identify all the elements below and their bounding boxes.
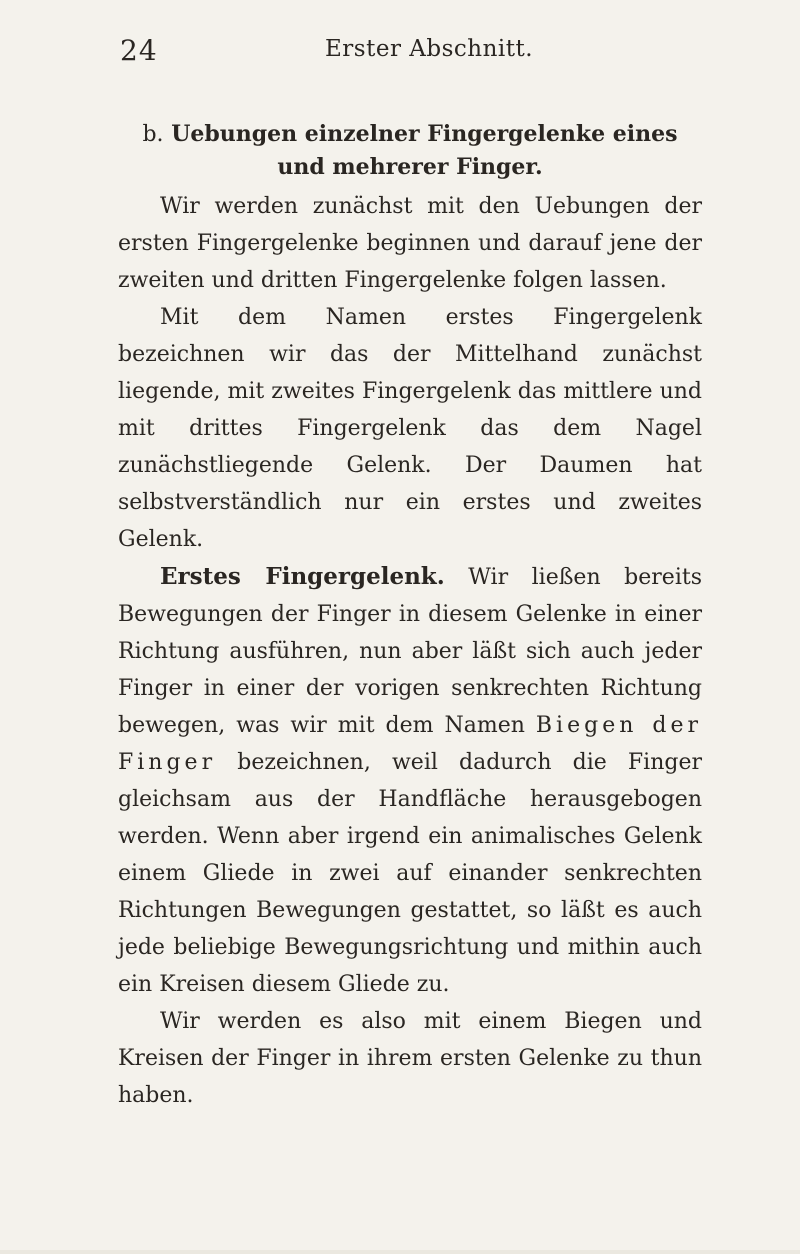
paragraph-1: Wir werden zunächst mit den Uebungen der ersten Fingergelenke beginnen und darauf jene der zweiten und dritten Fingergelenke folgen lassen. [118,194,702,293]
section-heading [118,118,702,184]
section-label: b. [142,122,164,147]
page-bottom-edge [0,1250,800,1254]
run-in-heading: Erstes Fingergelenk. [160,563,445,590]
paragraph-3-text-b: bezeichnen, weil dadurch die Finger gleichsam aus der Handfläche herausgebogen werden. Wenn aber irgend ein animalisches Gelenk einem Gliede in zwei auf einander senkrechten Richtungen Bewegungen gestattet, so läßt es auch jede beliebige Bewegungsrichtung und mithin auch ein Kreisen diesem Gliede zu. [118,750,702,997]
paragraph-3-text-a: Wir ließen bereits Bewegungen der Finger in diesem Gelenke in einer Richtung ausführen, nun aber läßt sich auch jeder Finger in einer der vorigen senkrechten Richtung bewegen, was wir mit dem Namen [118,565,702,738]
paragraph-2: Mit dem Namen erstes Fingergelenk bezeichnen wir das der Mittelhand zunächst liegende, mit zweites Fingergelenk das mittlere und mit drittes Fingergelenk das dem Nagel zunächstliegende Gelenk. Der Daumen hat selbstverständlich nur ein erstes und zweites Gelenk. [118,305,702,552]
page-header [120,34,680,74]
paragraph-4: Wir werden es also mit einem Biegen und Kreisen der Finger in ihrem ersten Gelenke zu thun haben. [118,1009,702,1108]
section-title: Uebungen einzelner Fingergelenke eines und mehrerer Finger. [171,121,678,180]
page-number: 24 [120,34,158,67]
spaced-emphasis: Biegen der Finger [118,713,702,775]
text-body [118,118,702,1114]
running-title: Erster Abschnitt. [325,36,534,62]
paragraph-3 [118,558,702,1003]
